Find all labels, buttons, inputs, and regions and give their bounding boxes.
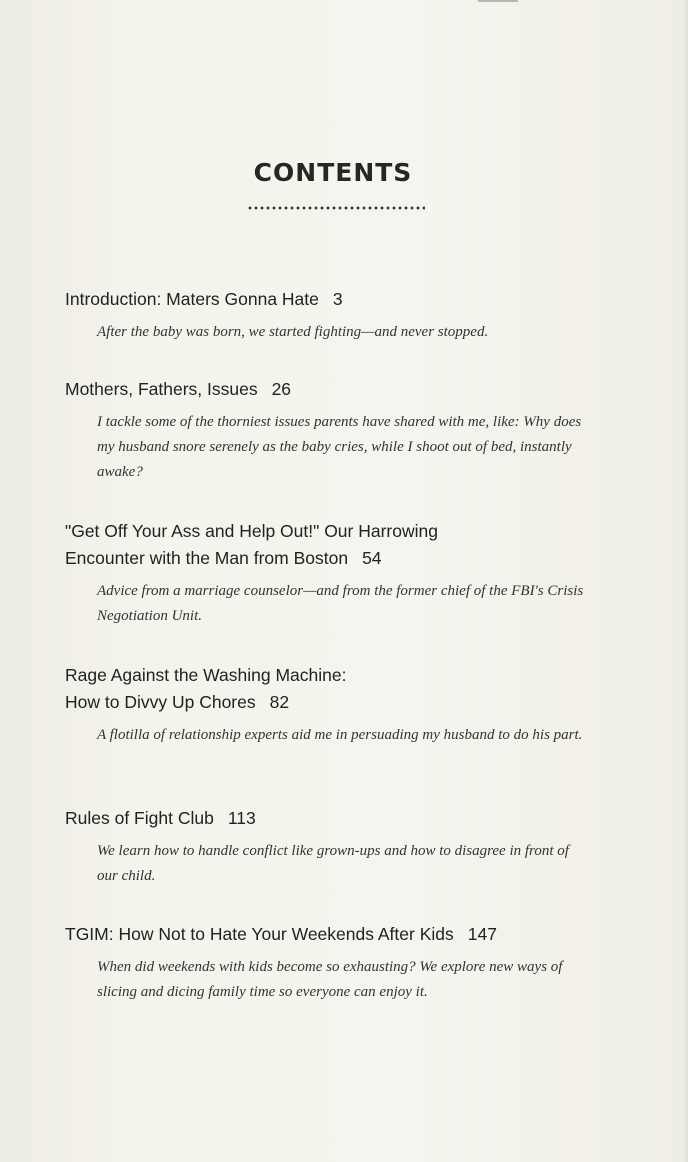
toc-entry-title-line <box>65 689 625 716</box>
toc-entry <box>65 376 625 485</box>
toc-entry-page-number: 113 <box>227 808 256 828</box>
toc-entry-title-line <box>65 286 625 313</box>
toc-entry-title: Encounter with the Man from Boston <box>65 548 349 568</box>
toc-entry <box>65 662 625 748</box>
toc-entry <box>65 921 625 1005</box>
page-edge-mark <box>478 0 518 2</box>
toc-entry-description: Advice from a marriage counselor—and from the former chief of the FBI's Crisis Negotiation Unit. <box>97 583 584 624</box>
toc-entry-page-number: 26 <box>271 379 292 399</box>
toc-entry-title: Rage Against the Washing Machine: <box>65 665 347 685</box>
toc-entry-title: Mothers, Fathers, Issues <box>65 379 258 399</box>
toc-entry-page-number: 3 <box>332 289 343 309</box>
toc-entry <box>65 805 625 889</box>
toc-entry-title-line <box>65 805 625 832</box>
toc-entry-description: When did weekends with kids become so exhausting? We explore new ways of slicing and dicing family time so everyone can enjoy it. <box>97 959 563 1000</box>
dotted-divider <box>247 205 425 212</box>
toc-entry-title-line <box>65 662 625 689</box>
toc-entry-description: We learn how to handle conflict like grown-ups and how to disagree in front of our child. <box>97 843 569 884</box>
toc-entry-title: Introduction: Maters Gonna Hate <box>65 289 319 309</box>
toc-entry-title: Rules of Fight Club <box>65 808 214 828</box>
page-shadow <box>682 0 688 1162</box>
toc-entry-page-number: 147 <box>467 924 497 944</box>
contents-heading: CONTENTS <box>253 158 413 187</box>
toc-entry-title-line <box>65 921 625 948</box>
toc-entry-title-line <box>65 518 625 545</box>
toc-entry-page-number: 54 <box>362 548 382 568</box>
toc-entry-description: I tackle some of the thorniest issues parents have shared with me, like: Why does my husband snore serenely as the baby cries, while I shoot out of bed, instantly awake? <box>97 414 582 480</box>
toc-entry-title: TGIM: How Not to Hate Your Weekends After Kids <box>65 924 454 944</box>
toc-entry <box>65 286 625 345</box>
toc-entry-title-line <box>65 545 625 572</box>
toc-entry <box>65 518 625 629</box>
toc-entry-title: How to Divvy Up Chores <box>65 692 256 712</box>
toc-entry-description: A flotilla of relationship experts aid me in persuading my husband to do his part. <box>97 727 583 743</box>
toc-entry-title: "Get Off Your Ass and Help Out!" Our Harrowing <box>65 521 438 541</box>
toc-entry-title-line <box>65 376 625 403</box>
toc-entry-page-number: 82 <box>269 692 290 712</box>
toc-entry-description: After the baby was born, we started fighting—and never stopped. <box>97 324 489 340</box>
